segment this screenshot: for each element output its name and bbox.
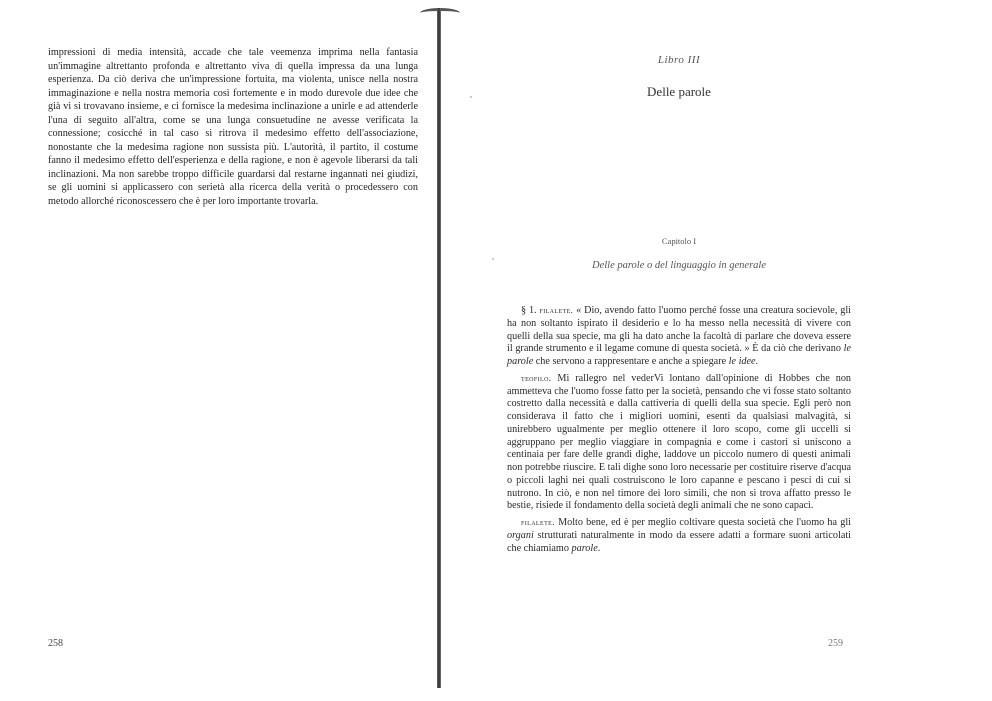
- italic-term: le parole: [507, 343, 852, 367]
- paragraph-text: .: [597, 542, 601, 554]
- speaker-label: filalete.: [539, 305, 574, 315]
- paragraph-filalete-2: [507, 516, 851, 555]
- section-marker: § 1.: [521, 305, 537, 316]
- italic-term: organi: [507, 529, 534, 541]
- paragraph-text: che servono a rappresentare e anche a spiegare: [535, 356, 727, 367]
- paragraph-filalete-1: [507, 304, 851, 369]
- italic-term: le idee: [728, 356, 756, 367]
- paragraph-text: Molto bene, ed è per meglio coltivare questa società che l'uomo ha gli: [558, 517, 852, 528]
- left-page-paragraph: impressioni di media intensità, accade che tale veemenza imprima nella fantasia un'immagine altrettanto profonda e altrettanto viva di quella impressa da una lunga esperienza. Da ciò deriva che un'impressione fortuita, ma violenta, unisce nella nostra immaginazione e nella nostra memoria così fortemente e in modo durevole due idee che già vi si trovavano insieme, e ci fornisce la medesima inclinazione a unirle e ad attenderle l'una di seguito all'altra, come se una lunga consuetudine ne avesse verificata la connessione; cosicché in tal caso si ritrova il medesimo effetto dell'associazione, nonostante che la medesima ragione non sussista più. L'autorità, il partito, il costume fanno il medesimo effetto dell'esperienza e della ragione, e non è agevole liberarsi da tali inclinazioni. Ma non sarebbe troppo difficile guardarsi dal restarne ingannati nei giudizi, se gli uomini si applicassero con serietà alla ricerca della verità o procedessero con metodo allorché riconoscessero che è per loro importante trovarla.: [48, 47, 418, 207]
- left-page-text: [48, 46, 418, 208]
- paragraph-text: Mi rallegro nel vederVi lontano dall'opinione di Hobbes che non ammetteva che l'uomo fosse fatto per la società, pensando che vi fosse stato soltanto costretto dalla necessità e dalla cattiveria di quelli della sua specie. Egli però non considerava il fatto che i migliori uomini, esenti da qualsiasi malvagità, si unirebbero ugualmente per meglio ottenere il loro scopo, come gli uccelli si aggruppano per meglio viaggiare in compagnia e come i castori si uniscono a centinaia per fare delle grandi dighe, laddove un piccolo numero di questi animali non potrebbe riuscire. E tali dighe sono loro necessarie per costituire riserve d'acqua o piccoli laghi nei quali costruiscono le loro capanne e pescano i pesci di cui si nutrono. In ciò, e non nel timore dei loro simili, che non si trova affatto presso le bestie, risiede il fondamento della società degli animali che ne sono capaci.: [507, 372, 852, 512]
- paragraph-text: « Dio, avendo fatto l'uomo perché fosse una creatura socievole, gli ha non soltanto ispirato il desiderio e lo ha messo nella necessità di vivere con quelli della sua specie, ma gli ha dato anche la facoltà di parlare che doveva essere il grande strumento e il legame comune di questa società. » È da ciò che derivano: [507, 305, 851, 355]
- paragraph-teofilo: [507, 372, 851, 513]
- book-title: Delle parole: [647, 84, 711, 99]
- speaker-label: teofilo.: [521, 372, 552, 383]
- right-page-body: [507, 304, 851, 558]
- chapter-title: Delle parole o del linguaggio in generale: [592, 260, 766, 271]
- italic-term: parole: [571, 542, 598, 554]
- paragraph-text: .: [755, 356, 759, 367]
- scan-speck: [492, 258, 494, 260]
- left-page-number: 258: [48, 638, 63, 649]
- chapter-label: Capitolo I: [661, 236, 697, 246]
- right-page-number: 259: [828, 638, 843, 649]
- book-label: Libro III: [657, 54, 701, 66]
- speaker-label: filalete.: [521, 517, 555, 527]
- book-gutter: [437, 8, 441, 688]
- paragraph-text: strutturati naturalmente in modo da essere adatti a formare suoni articolati che chiamiamo: [507, 529, 852, 554]
- scan-speck: [470, 96, 472, 98]
